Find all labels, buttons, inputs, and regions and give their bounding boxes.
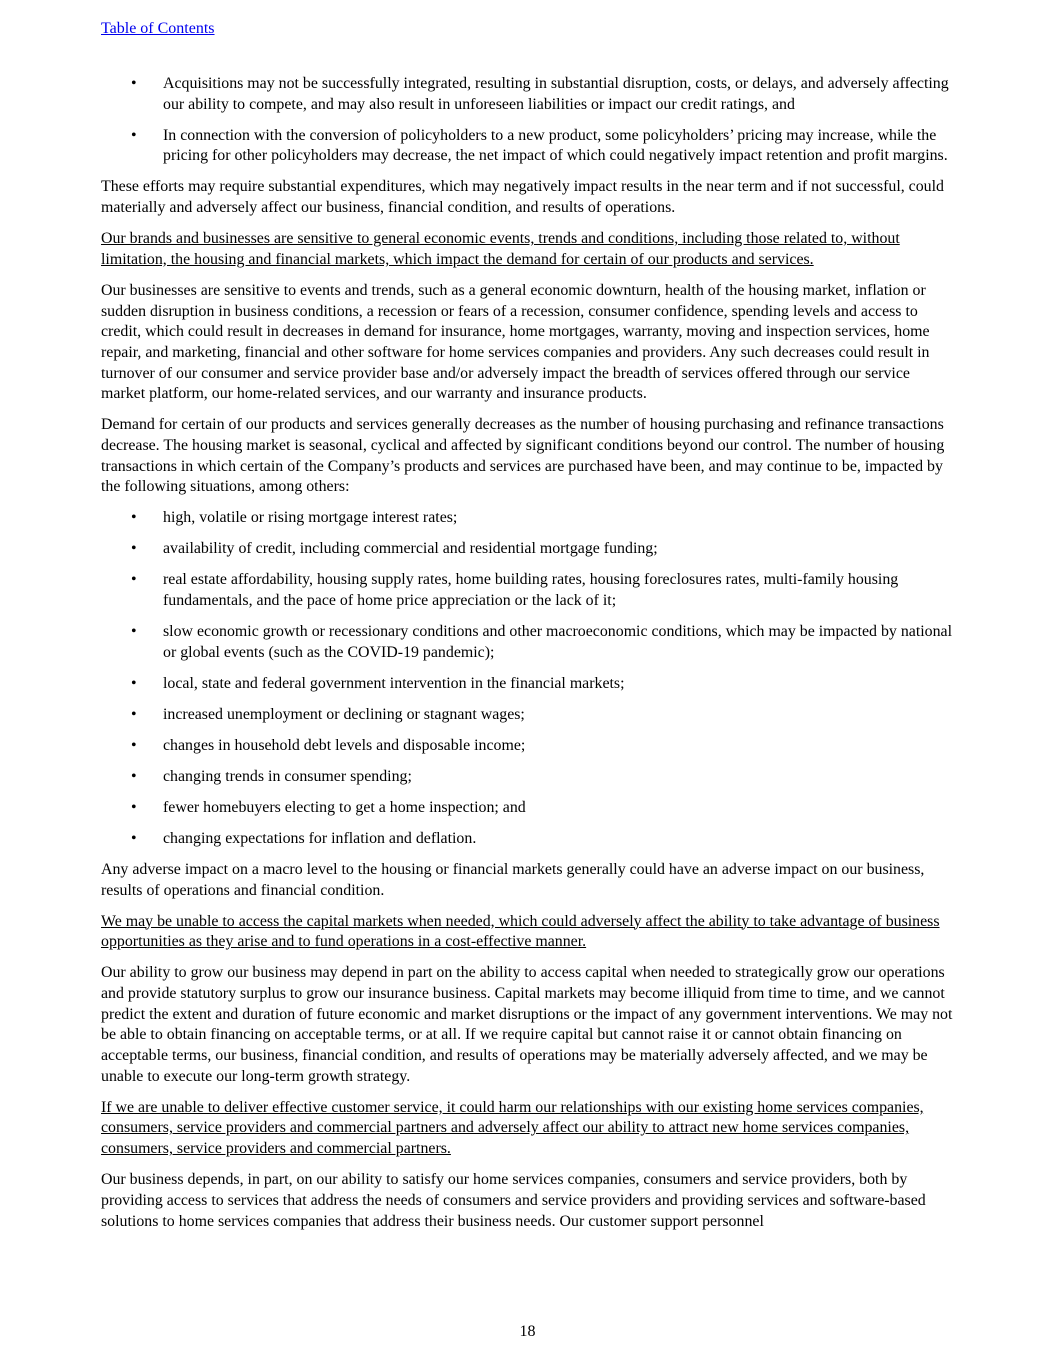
bullet-item [101,126,957,167]
bullet-marker: • [131,705,137,723]
bullet-item [101,570,957,611]
paragraph: Any adverse impact on a macro level to the housing or financial markets generally could have an adverse impact on our business, results of operations and financial condition. [101,860,925,899]
bullet-marker: • [131,540,137,558]
bullet-text: changing expectations for inflation and deflation. [163,829,477,847]
bullet-text: real estate affordability, housing supply rates, home building rates, housing foreclosures rates, multi-family housing fundamentals, and the pace of home price appreciation or the lack of it; [163,571,899,610]
bullet-item [101,736,957,757]
paragraph: These efforts may require substantial expenditures, which may negatively impact results in the near term and if not successful, could materially and adversely affect our business, financial condition, and results of operations. [101,178,944,217]
bullet-text: high, volatile or rising mortgage interest rates; [163,509,458,527]
paragraph: Demand for certain of our products and services generally decreases as the number of housing purchasing and refinance transactions decrease. The housing market is seasonal, cyclical and affected by significant conditions beyond our control. The number of housing transactions in which certain of the Company’s products and services are purchased have been, and may continue to be, impacted by the following situations, among others: [101,416,945,496]
bullet-text: In connection with the conversion of policyholders to a new product, some policyholders’ pricing may increase, while the pricing for other policyholders may decrease, the net impact of which could negatively impact retention and profit margins. [163,126,948,165]
bullet-item [101,798,957,819]
bullet-marker: • [131,829,137,847]
bullet-item [101,74,957,115]
paragraph: Our ability to grow our business may depend in part on the ability to access capital when needed to strategically grow our operations and provide statutory surplus to grow our insurance business. Capital markets may become illiquid from time to time, and we cannot predict the extent and duration of future economic and market disruptions or the impact of any government interventions. We may not be able to obtain financing on acceptable terms, or at all. If we require capital but cannot raise it or cannot obtain financing on acceptable terms, our business, financial condition, and results of operations may be materially adversely affected, and we may be unable to execute our long-term growth strategy. [101,964,953,1085]
bullet-text: local, state and federal government intervention in the financial markets; [163,674,625,692]
paragraph: Our businesses are sensitive to events and trends, such as a general economic downturn, health of the housing market, inflation or sudden disruption in business conditions, a recession or fears of a recession, consumer confidence, spending levels and access to credit, which could result in decreases in demand for insurance, home mortgages, warranty, moving and inspection services, home repair, and marketing, financial and other software for home services companies and providers. Any such decreases could result in turnover of our consumer and service provider base and/or adversely impact the breadth of services offered through our service market platform, our home-related services, and our warranty and insurance products. [101,281,930,403]
section-heading: If we are unable to deliver effective customer service, it could harm our relationships with our existing home services companies, consumers, service providers and commercial partners and adversely affect our ability to attract new home services companies, consumers, service providers and commercial partners. [101,1098,924,1158]
bullet-text: changes in household debt levels and disposable income; [163,736,526,754]
paragraph: Our business depends, in part, on our ability to satisfy our home services companies, consumers and service providers, both by providing access to services that address the needs of consumers and service providers and providing services and software-based solutions to home services companies that address their business needs. Our customer support personnel [101,1171,926,1230]
bullet-item [101,622,957,663]
section-heading: We may be unable to access the capital markets when needed, which could adversely affect the ability to take advantage of business opportunities as they arise and to fund operations in a cost-effective manner. [101,912,940,951]
bullet-item [101,674,957,695]
bullet-marker: • [131,623,137,641]
bullet-item [101,767,957,788]
page-number: 18 [519,1323,536,1340]
bullet-marker: • [131,767,137,785]
bullet-marker: • [131,75,137,92]
bullet-text: fewer homebuyers electing to get a home inspection; and [163,798,526,816]
section-heading: Our brands and businesses are sensitive to general economic events, trends and conditions, including those related to, without limitation, the housing and financial markets, which impact the demand for certain of our products and services. [101,230,900,268]
bullet-marker: • [131,798,137,816]
bullet-text: increased unemployment or declining or stagnant wages; [163,705,525,723]
bullet-text: changing trends in consumer spending; [163,767,412,785]
bullet-marker: • [131,571,137,589]
bullet-text: availability of credit, including commercial and residential mortgage funding; [163,540,658,558]
bullet-item [101,539,957,560]
bullet-marker: • [131,126,137,144]
bullet-item [101,829,957,850]
bullet-text: Acquisitions may not be successfully integrated, resulting in substantial disruption, costs, or delays, and adversely affecting our ability to compete, and may also result in unforeseen liabilities or impact our credit ratings, and [163,75,949,113]
document-body [101,74,957,1243]
bullet-marker: • [131,509,137,527]
bullet-text: slow economic growth or recessionary conditions and other macroeconomic conditions, which may be impacted by national or global events (such as the COVID-19 pandemic); [163,623,953,661]
bullet-item [101,508,957,529]
bullet-marker: • [131,674,137,692]
bullet-marker: • [131,736,137,754]
table-of-contents-link[interactable]: Table of Contents [101,20,215,37]
bullet-item [101,705,957,726]
